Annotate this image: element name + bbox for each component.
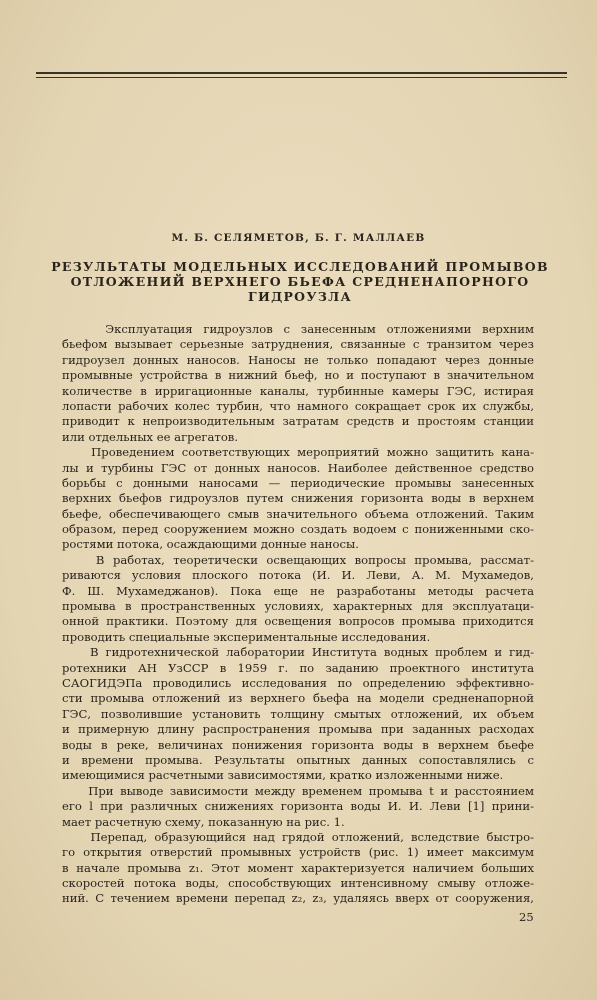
- text-line: приводит к непроизводительным затратам средств и простоям станции: [62, 414, 534, 429]
- text-line: Ф. Ш. Мухамеджанов). Пока еще не разработаны методы расчета: [62, 583, 534, 598]
- page-number: 25: [519, 910, 534, 924]
- text-line: Проведением соответствующих мероприятий можно защитить кана-: [62, 445, 534, 460]
- text-line: сти промыва отложений из верхнего бьефа на модели средненапорной: [62, 691, 534, 706]
- text-line: бьефом вызывает серьезные затруднения, связанные с транзитом через: [62, 337, 534, 352]
- text-line: его l при различных снижениях горизонта воды И. И. Леви [1] прини-: [62, 799, 534, 814]
- title-line: ОТЛОЖЕНИЙ ВЕРХНЕГО БЬЕФА СРЕДНЕНАПОРНОГО: [70, 274, 530, 289]
- text-line: в начале промыва z₁. Этот момент характеризуется наличием больших: [62, 860, 534, 875]
- text-line: количестве в ирригационные каналы, турбинные камеры ГЭС, истирая: [62, 383, 534, 398]
- text-line: гидроузел донных наносов. Наносы не только попадают через донные: [62, 352, 534, 367]
- text-line: мает расчетную схему, показанную на рис. 1.: [62, 814, 345, 829]
- text-line: лопасти рабочих колес турбин, что намного сокращает срок их службы,: [62, 398, 534, 413]
- text-line: При выводе зависимости между временем промыва t и расстоянием: [62, 783, 534, 798]
- title-line: РЕЗУЛЬТАТЫ МОДЕЛЬНЫХ ИССЛЕДОВАНИЙ ПРОМЫВОВ: [51, 259, 549, 274]
- text-line: го открытия отверстий промывных устройств (рис. 1) имеет максимум: [62, 845, 534, 860]
- header-rule-thin: [36, 77, 567, 78]
- authors: М. Б. СЕЛЯМЕТОВ, Б. Г. МАЛЛАЕВ: [171, 232, 426, 244]
- text-line: САОГИДЭПа проводились исследования по определению эффективно-: [62, 675, 534, 690]
- text-line: В гидротехнической лаборатории Института водных проблем и гид-: [62, 645, 534, 660]
- text-line: и примерную длину распространения промыва при заданных расходах: [62, 722, 534, 737]
- text-line: ростями потока, осаждающими донные наносы.: [62, 537, 359, 552]
- text-line: промывные устройства в нижний бьеф, но и поступают в значительном: [62, 368, 534, 383]
- text-line: промыва в пространственных условиях, характерных для эксплуатаци-: [62, 599, 534, 614]
- text-line: борьбы с донными наносами — периодические промывы занесенных: [62, 475, 534, 490]
- article-body: [62, 322, 534, 907]
- text-line: Перепад, образующийся над грядой отложений, вследствие быстро-: [62, 829, 534, 844]
- text-line: ротехники АН УзССР в 1959 г. по заданию проектного института: [62, 660, 534, 675]
- text-line: и времени промыва. Результаты опытных данных сопоставлялись с: [62, 752, 534, 767]
- text-line: Эксплуатация гидроузлов с занесенным отложениями верхним: [62, 322, 534, 336]
- title-line: ГИДРОУЗЛА: [248, 289, 352, 304]
- article-title: [40, 259, 560, 304]
- text-line: В работах, теоретически освещающих вопросы промыва, рассмат-: [62, 552, 534, 567]
- text-line: образом, перед сооружением можно создать водоем с пониженными ско-: [62, 522, 534, 537]
- header-rule-thick: [36, 72, 567, 74]
- text-line: ний. С течением времени перепад z₂, z₃, удаляясь вверх от сооружения,: [62, 891, 534, 906]
- text-line: бьефе, обеспечивающего смыв значительного объема отложений. Таким: [62, 506, 534, 521]
- text-line: ГЭС, позволившие установить толщину смытых отложений, их объем: [62, 706, 534, 721]
- text-line: воды в реке, величинах понижения горизонта воды в верхнем бьефе: [62, 737, 534, 752]
- text-line: лы и турбины ГЭС от донных наносов. Наиболее действенное средство: [62, 460, 534, 475]
- text-line: проводить специальные экспериментальные исследования.: [62, 629, 431, 644]
- text-line: онной практики. Поэтому для освещения вопросов промыва приходится: [62, 614, 534, 629]
- text-line: имеющимися расчетными зависимостями, кратко изложенными ниже.: [62, 768, 504, 783]
- text-line: верхних бьефов гидроузлов путем снижения горизонта воды в верхнем: [62, 491, 534, 506]
- text-line: скоростей потока воды, способствующих интенсивному смыву отложе-: [62, 876, 534, 891]
- text-line: или отдельных ее агрегатов.: [62, 429, 239, 444]
- text-line: риваются условия плоского потока (И. И. Леви, А. М. Мухамедов,: [62, 568, 534, 583]
